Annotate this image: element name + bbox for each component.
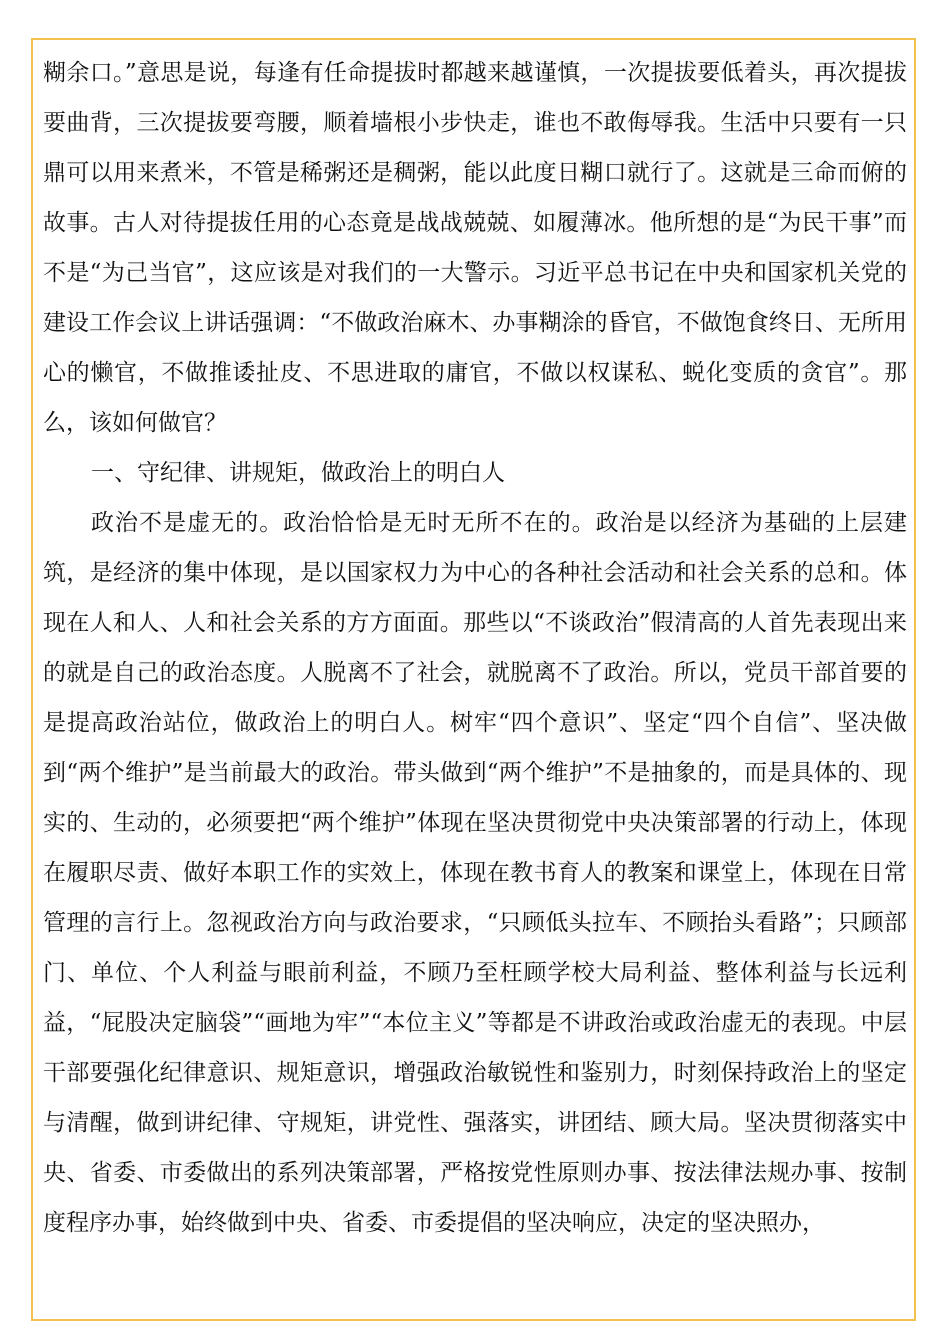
paragraph-politics: 政治不是虚无的。政治恰恰是无时无所不在的。政治是以经济为基础的上层建筑，是经济的集中体现，是以国家权力为中心的各种社会活动和社会关系的总和。体现在人和人、人和社会关系的方方面面。那些以“不谈政治”假清高的人首先表现出来的就是自己的政治态度。人脱离不了社会，就脱离不了政治。所以，党员干部首要的是提高政治站位，做政治上的明白人。树牢“四个意识”、坚定“四个自信”、坚决做到“两个维护”是当前最大的政治。带头做到“两个维护”不是抽象的，而是具体的、现实的、生动的，必须要把“两个维护”体现在坚决贯彻党中央决策部署的行动上，体现在履职尽责、做好本职工作的实效上，体现在教书育人的教案和课堂上，体现在日常管理的言行上。忽视政治方向与政治要求，“只顾低头拉车、不顾抬头看路”；只顾部门、单位、个人利益与眼前利益，不顾乃至枉顾学校大局利益、整体利益与长远利益，“屁股决定脑袋”“画地为牢”“本位主义”等都是不讲政治或政治虚无的表现。中层干部要强化纪律意识、规矩意识，增强政治敏锐性和鉴别力，时刻保持政治上的坚定与清醒，做到讲纪律、守规矩，讲党性、强落实，讲团结、顾大局。坚决贯彻落实中央、省委、市委做出的系列决策部署，严格按党性原则办事、按法律法规办事、按制度程序办事，始终做到中央、省委、市委提倡的坚决响应，决定的坚决照办， <box>43 510 907 1236</box>
section-heading: 一、守纪律、讲规矩，做政治上的明白人 <box>91 460 505 486</box>
paragraph-intro: 糊余口。”意思是说，每逢有任命提拔时都越来越谨慎，一次提拔要低着头，再次提拔要曲背，三次提拔要弯腰，顺着墙根小步快走，谁也不敢侮辱我。生活中只要有一只鼎可以用来煮米，不管是稀粥还是稠粥，能以此度日糊口就行了。这就是三命而俯的故事。古人对待提拔任用的心态竟是战战兢兢、如履薄冰。他所想的是“为民干事”而不是“为己当官”，这应该是对我们的一大警示。习近平总书记在中央和国家机关党的建设工作会议上讲话强调：“不做政治麻木、办事糊涂的昏官，不做饱食终日、无所用心的懒官，不做推诿扯皮、不思进取的庸官，不做以权谋私、蜕化变质的贪官”。那么，该如何做官？ <box>43 60 907 436</box>
page-frame <box>31 38 916 1321</box>
document-body <box>43 48 907 1248</box>
